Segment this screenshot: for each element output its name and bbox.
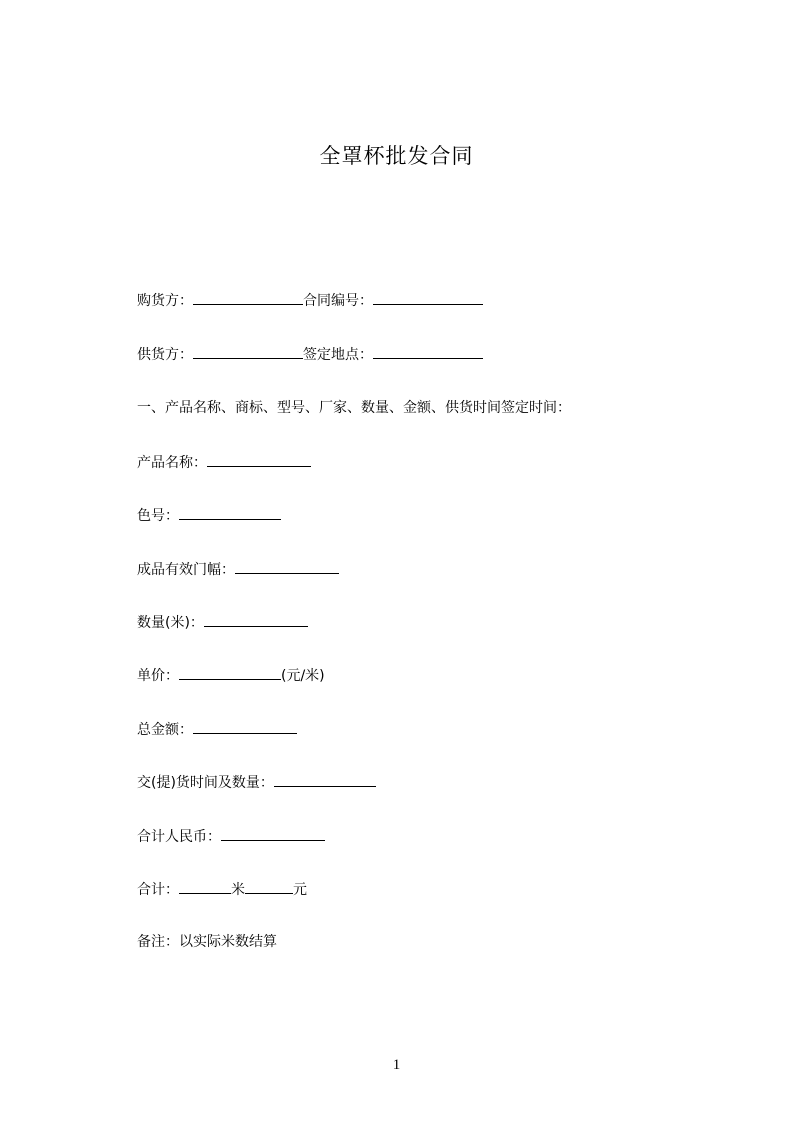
supplier-row (137, 344, 483, 365)
delivery-label: 交(提)货时间及数量： (137, 775, 274, 791)
supplier-label: 供货方： (137, 347, 193, 363)
width-label: 成品有效门幅： (137, 562, 235, 578)
quantity-row (137, 612, 308, 633)
color-no-row (137, 505, 281, 526)
sum-row (137, 879, 307, 900)
sum-yuan-blank[interactable] (245, 879, 293, 894)
sign-place-label: 签定地点： (303, 347, 373, 363)
sum-meters-blank[interactable] (179, 879, 231, 894)
product-name-blank[interactable] (207, 452, 311, 467)
section-1-heading: 一、产品名称、商标、型号、厂家、数量、金额、供货时间签定时间： (137, 400, 571, 416)
product-name-row (137, 452, 311, 473)
unit-price-suffix: (元/米) (281, 668, 325, 684)
delivery-row (137, 772, 376, 793)
width-row (137, 559, 339, 580)
sum-label: 合计： (137, 882, 179, 898)
color-no-label: 色号： (137, 508, 179, 524)
sum-yuan-unit: 元 (293, 882, 307, 898)
unit-price-row (137, 665, 325, 686)
buyer-row (137, 290, 483, 311)
buyer-blank[interactable] (193, 290, 303, 305)
quantity-label: 数量(米)： (137, 615, 204, 631)
rmb-total-row (137, 826, 325, 847)
delivery-blank[interactable] (274, 772, 376, 787)
document-title: 全罩杯批发合同 (319, 144, 474, 168)
rmb-total-label: 合计人民币： (137, 829, 221, 845)
product-name-label: 产品名称： (137, 455, 207, 471)
remark-label: 备注： (137, 934, 179, 950)
buyer-label: 购货方： (137, 293, 193, 309)
width-blank[interactable] (235, 559, 339, 574)
page-number: 1 (392, 1057, 401, 1073)
sum-meters-unit: 米 (231, 882, 245, 898)
remark-row (137, 932, 277, 952)
color-no-blank[interactable] (179, 505, 281, 520)
sign-place-blank[interactable] (373, 344, 483, 359)
total-amount-row (137, 719, 297, 740)
remark-text: 以实际米数结算 (179, 934, 277, 950)
total-amount-blank[interactable] (193, 719, 297, 734)
unit-price-label: 单价： (137, 668, 179, 684)
unit-price-blank[interactable] (179, 665, 281, 680)
supplier-blank[interactable] (193, 344, 303, 359)
total-amount-label: 总金额： (137, 722, 193, 738)
quantity-blank[interactable] (204, 612, 308, 627)
contract-no-label: 合同编号： (303, 293, 373, 309)
contract-no-blank[interactable] (373, 290, 483, 305)
rmb-total-blank[interactable] (221, 826, 325, 841)
